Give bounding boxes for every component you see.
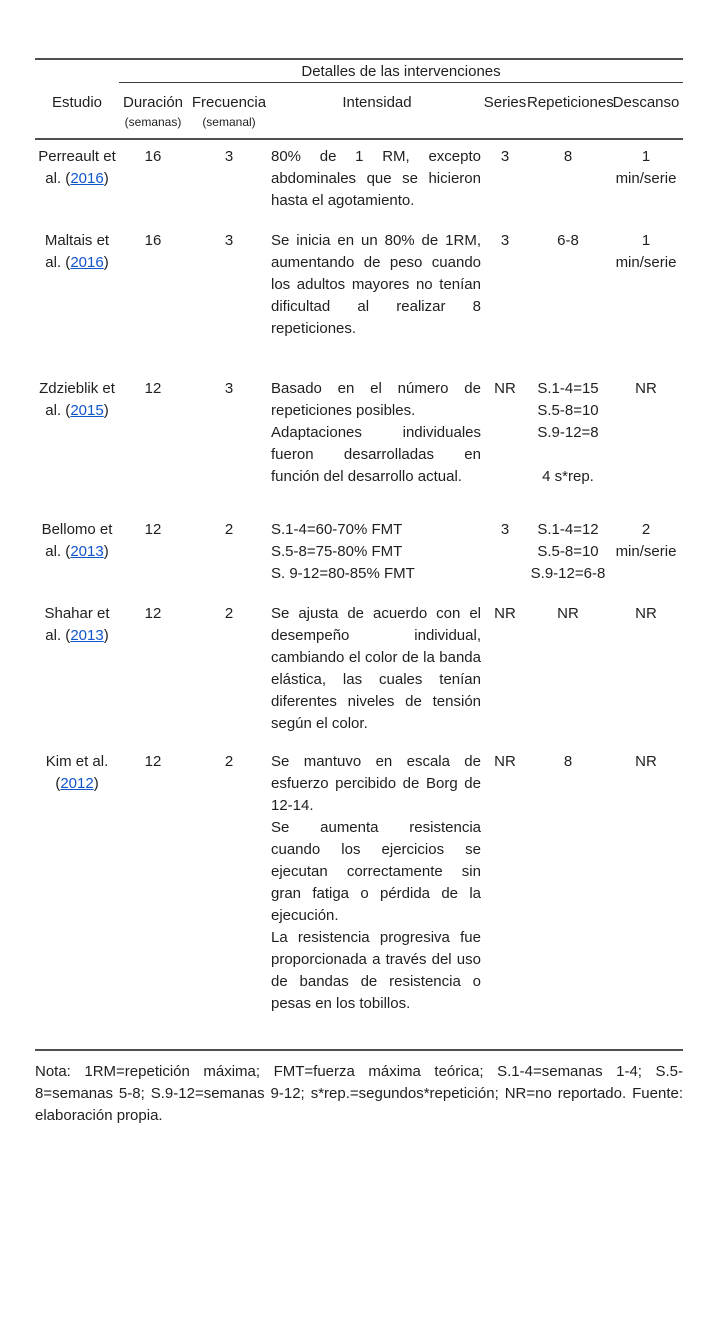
column-header-frecuencia-label: Frecuencia [191,94,267,111]
cell-frecuencia: 2 [224,753,234,770]
column-header-duracion-label: Duración [122,94,184,111]
cell-intensidad: Basado en el número de repeticiones posibles. Adaptaciones individuales fueron desarrolladas en función del desarrollo actual. [271,380,481,485]
table-row [35,230,683,340]
column-header-frecuencia-sub: (semanal) [202,115,256,129]
column-header-frecuencia [187,92,271,131]
cell-intensidad: Se inicia en un 80% de 1RM, aumentando de peso cuando los adultos mayores no tenían dificultad al realizar 8 repeticiones. [271,232,481,337]
cell-duracion: 12 [144,521,162,538]
table-column-header-row [35,83,683,140]
cell-series: NR [494,380,516,397]
cell-duracion: 12 [144,380,162,397]
cell-series: NR [494,605,516,622]
cell-duracion: 12 [144,753,162,770]
cell-estudio: Shahar et al. (2013) [44,605,110,644]
paper-page [0,58,720,1338]
cell-descanso: NR [635,380,657,397]
span-header-detalles: Detalles de las intervenciones [119,60,683,83]
cell-repeticiones: 8 [563,148,573,165]
cell-estudio: Maltais et al. (2016) [44,232,110,271]
cell-duracion: 16 [144,148,162,165]
study-year-link[interactable]: 2015 [70,402,104,419]
cell-estudio: Bellomo et al. (2013) [41,521,113,560]
table-row [35,751,683,1015]
study-year-link[interactable]: 2016 [70,170,104,187]
table-row [35,378,683,488]
cell-intensidad: Se ajusta de acuerdo con el desempeño individual, cambiando el color de la banda elástica, las cuales tenían diferentes niveles de tensión según el color. [271,605,481,732]
cell-series: 3 [500,521,510,538]
cell-descanso: NR [635,753,657,770]
cell-repeticiones: S.1-4=12 S.5-8=10 S.9-12=6-8 [530,521,606,582]
study-year-link[interactable]: 2013 [70,543,104,560]
column-header-duracion [119,92,187,131]
cell-series: 3 [500,232,510,249]
cell-estudio: Perreault et al. (2016) [38,148,116,187]
interventions-table [35,58,683,1051]
cell-repeticiones: S.1-4=15 S.5-8=10 S.9-12=8 4 s*rep. [537,380,599,485]
table-span-header-row [35,60,683,83]
cell-repeticiones: 8 [563,753,573,770]
table-row [35,146,683,212]
cell-estudio: Zdzieblik et al. (2015) [39,380,115,419]
cell-descanso: NR [635,605,657,622]
cell-duracion: 12 [144,605,162,622]
column-header-descanso: Descanso [612,94,680,111]
cell-estudio: Kim et al. (2012) [45,753,109,792]
table-row [35,519,683,585]
cell-descanso: 2 min/serie [615,521,677,560]
table-body [35,140,683,1051]
cell-descanso: 1 min/serie [615,148,677,187]
cell-series: 3 [500,148,510,165]
cell-frecuencia: 3 [224,380,234,397]
table-row [35,603,683,735]
cell-frecuencia: 3 [224,148,234,165]
column-header-estudio: Estudio [51,94,103,111]
cell-frecuencia: 2 [224,521,234,538]
cell-duracion: 16 [144,232,162,249]
table-note: Nota: 1RM=repetición máxima; FMT=fuerza máxima teórica; S.1-4=semanas 1-4; S.5-8=semanas 5-8; S.9-12=semanas 9-12; s*rep.=segundos*repetición; NR=no reportado. Fuente: elaboración propia. [35,1063,683,1124]
column-header-repeticiones: Repeticiones [527,94,614,111]
column-header-duracion-sub: (semanas) [124,115,182,129]
cell-repeticiones: NR [557,605,579,622]
cell-frecuencia: 3 [224,232,234,249]
study-year-link[interactable]: 2012 [60,775,94,792]
cell-series: NR [494,753,516,770]
cell-repeticiones: 6-8 [557,232,579,249]
cell-intensidad: S.1-4=60-70% FMT S.5-8=75-80% FMT S. 9-12=80-85% FMT [271,521,415,582]
cell-intensidad: 80% de 1 RM, excepto abdominales que se hicieron hasta el agotamiento. [271,148,481,209]
cell-frecuencia: 2 [224,605,234,622]
column-header-intensidad: Intensidad [342,94,412,111]
column-header-series: Series [483,94,527,111]
cell-intensidad: Se mantuvo en escala de esfuerzo percibido de Borg de 12-14. Se aumenta resistencia cuando los ejercicios se ejecutan correctamente sin gran fatiga o pérdida de la ejecución. La resistencia progresiva fue proporcionada a través del uso de bandas de resistencia o pesas en los tobillos. [271,753,481,1012]
study-year-link[interactable]: 2016 [70,254,104,271]
study-year-link[interactable]: 2013 [70,627,104,644]
cell-descanso: 1 min/serie [615,232,677,271]
